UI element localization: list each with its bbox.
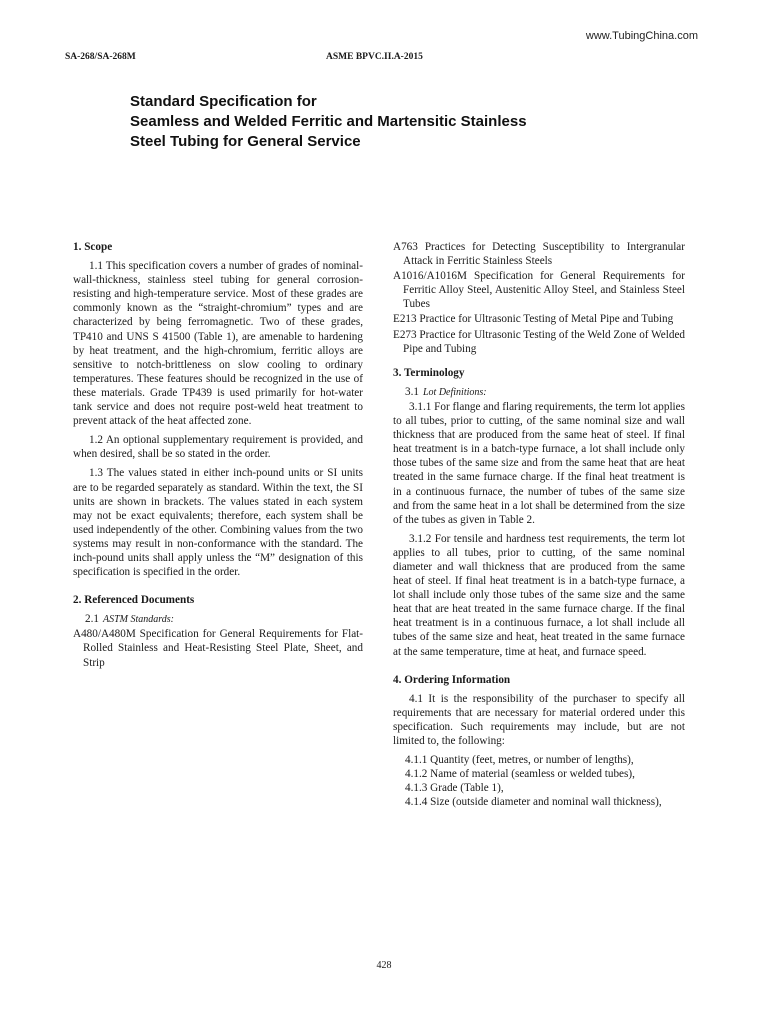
lot-definitions-number: 3.1 [405,385,419,398]
ordering-paragraph-1: 4.1 It is the responsibility of the purchaser to specify all requirements that are necessary for material ordered under this specification. Such requirements may include, but are not limited to, the following: [393,692,685,747]
spec-number: SA-268/SA-268M [65,52,136,62]
terminology-paragraph-2: 3.1.2 For tensile and hardness test requirements, the term lot applies to all tubes, prior to cutting, of the same nominal diameter and wall thickness that are produced from the same heat of steel. If final heat treatment is in a batch-type furnace, a lot shall include only those tubes of the same size and the same heat that are heat treated in the same furnace charge. If the final heat treatment is in a continuous furnace, a lot shall include all tubes of the same size and heat, heat treated in the same furnace at the same temperature, time at heat, and furnace speed. [393,532,685,658]
reference-item: A480/A480M Specification for General Requirements for Flat-Rolled Stainless and Heat-Resisting Steel Plate, Sheet, and Strip [73,628,363,669]
ordering-list-item: 4.1.4 Size (outside diameter and nominal wall thickness), [405,796,662,809]
title-line-1: Standard Specification for [130,93,317,110]
section-heading-referenced-documents: 2. Referenced Documents [73,594,195,607]
right-column [393,240,685,809]
terminology-paragraph-1: 3.1.1 For flange and flaring requirements, the term lot applies to all tubes, prior to cutting, of the same nominal size and wall thickness that are produced from the same heat of steel. If final heat treatment is in a batch-type furnace, a lot shall include only those tubes of the same size and from the same heat that are heat treated in the same furnace charge. If the final heat treatment is in a continuous furnace, the number of tubes of the same size and from the same heat in a lot shall be determined from the size of the tubes as given in Table 2. [393,400,685,526]
section-heading-scope: 1. Scope [73,241,113,253]
section-heading-ordering-information: 4. Ordering Information [393,673,511,686]
scope-paragraph-2: 1.2 An optional supplementary requirement is provided, and when desired, shall be so stated in the order. [73,434,363,461]
ordering-list-item: 4.1.2 Name of material (seamless or welded tubes), [405,768,635,781]
reference-item: E213 Practice for Ultrasonic Testing of Metal Pipe and Tubing [393,313,674,326]
ordering-list-item: 4.1.1 Quantity (feet, metres, or number of lengths), [405,754,634,767]
astm-standards-number: 2.1 [85,613,99,626]
reference-item: E273 Practice for Ultrasonic Testing of the Weld Zone of Welded Pipe and Tubing [393,328,685,355]
title-line-3: Steel Tubing for General Service [130,133,361,150]
reference-item: A763 Practices for Detecting Susceptibility to Intergranular Attack in Ferritic Stainless Steels [393,241,685,268]
ordering-list-item: 4.1.3 Grade (Table 1), [405,782,504,795]
astm-standards-subheading [73,612,363,627]
lot-definitions-label: Lot Definitions: [422,386,487,398]
page-number: 428 [376,960,392,971]
code-name: ASME BPVC.II.A-2015 [326,52,423,62]
left-column [73,240,363,671]
scope-paragraph-3: 1.3 The values stated in either inch-pound units or SI units are to be regarded separately as standard. Within the text, the SI units are shown in brackets. The values stated in each system may not be exact equivalents; therefore, each system shall be used independently of the other. Combining values from the two systems may result in non-conformance with the standard. The inch-pound units shall apply unless the “M” designation of this specification is specified in the order. [73,467,363,579]
website-url[interactable]: www.TubingChina.com [585,30,698,42]
document-title [130,92,690,152]
section-heading-terminology: 3. Terminology [393,366,465,379]
lot-definitions-subheading [393,385,685,400]
title-line-2: Seamless and Welded Ferritic and Martensitic Stainless [130,113,527,130]
reference-item: A1016/A1016M Specification for General Requirements for Ferritic Alloy Steel, Austenitic Alloy Steel, and Stainless Steel Tubes [393,270,685,311]
scope-paragraph-1: 1.1 This specification covers a number of grades of nominal-wall-thickness, stainless steel tubing for general corrosion-resisting and high-temperature service. Most of these grades are commonly known as the “straight-chromium” types and are characterized by being ferromagnetic. Two of these grades, TP410 and UNS S 41500 (Table 1), are amenable to hardening by heat treatment, and the high-chromium, ferritic alloys are sensitive to notch-brittleness on slow cooling to ordinary temperatures. These features should be recognized in the use of these materials. Grade TP439 is used primarily for hot-water tank service and does not require post-weld heat treatment to prevent attack of the heat affected zone. [73,260,363,428]
astm-standards-label: ASTM Standards: [102,614,175,626]
